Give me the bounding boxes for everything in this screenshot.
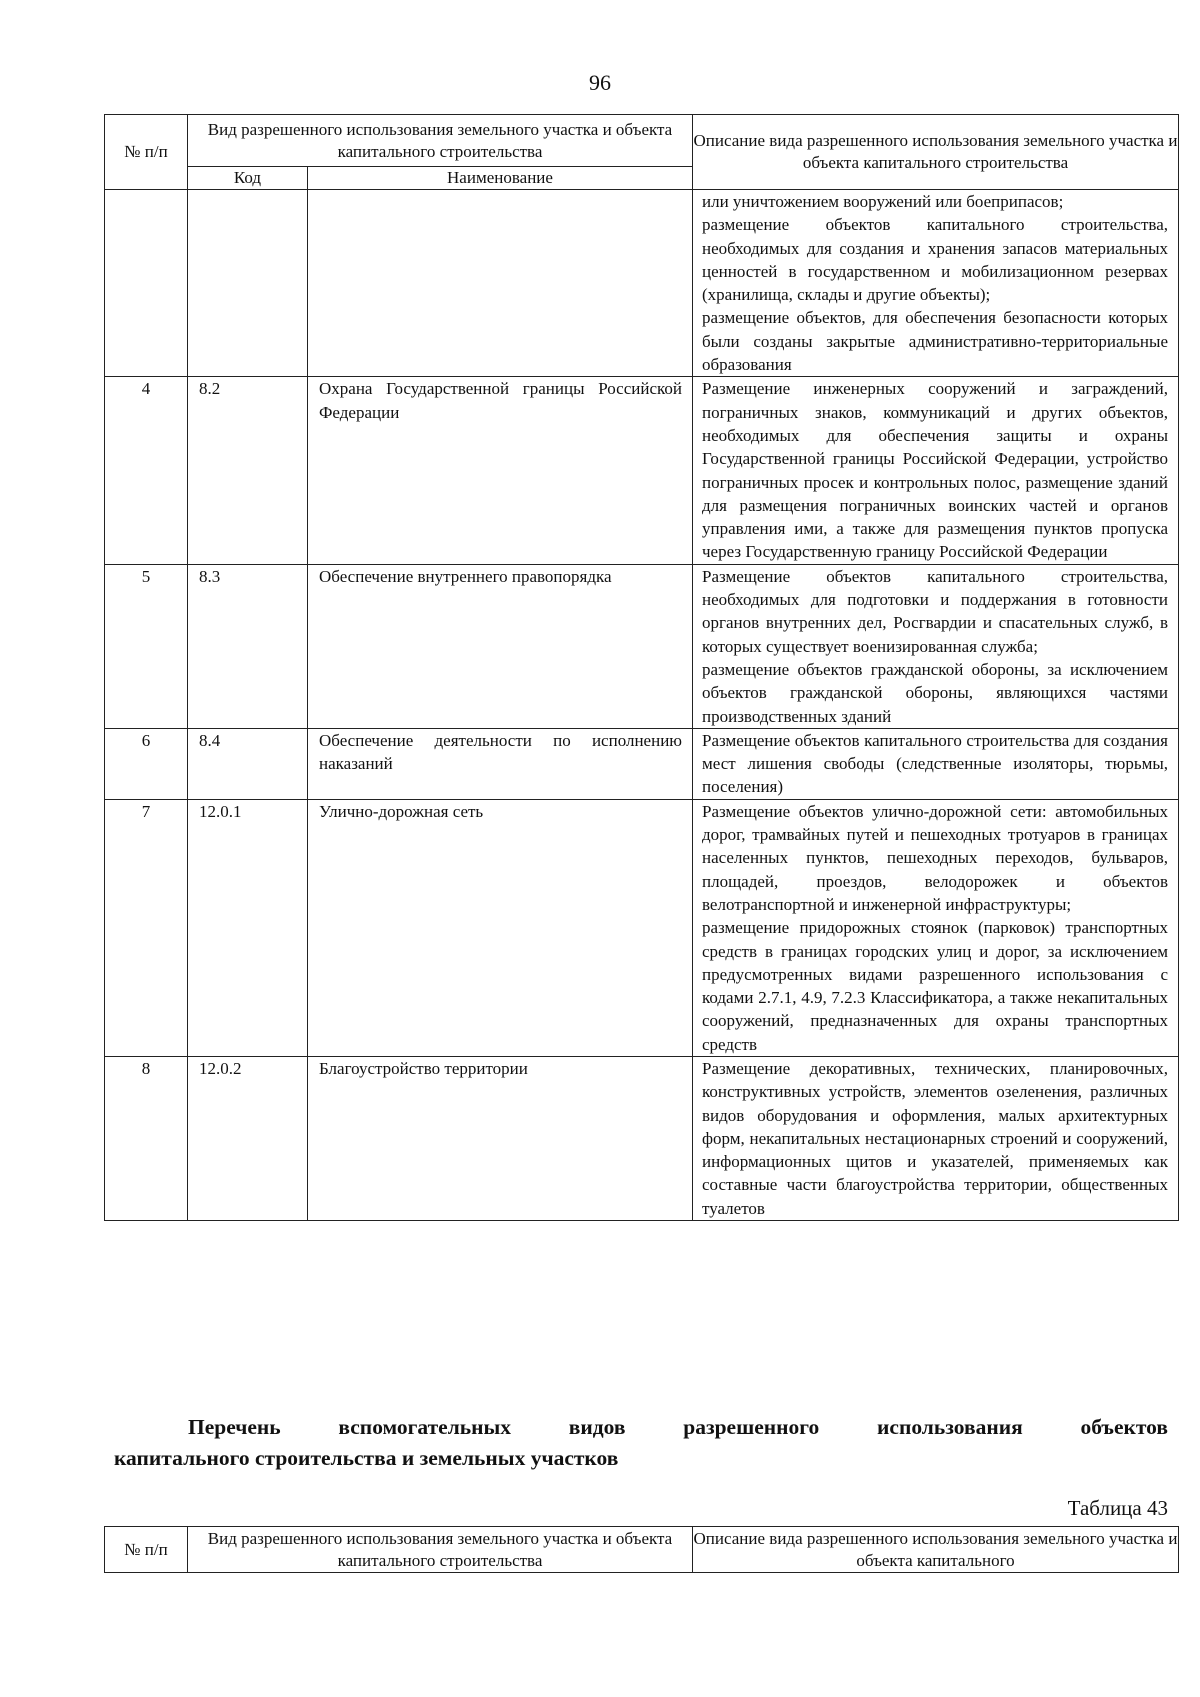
description-paragraph: размещение придорожных стоянок (парковок) транспортных средств в границах городских улиц и дорог, за исключением предусмотренных видами разрешенного использования с кодами 2.7.1, 4.9, 7.2.3 Классификатора, а также некапитальных сооружений, предназначенных для охраны транспортных средств xyxy=(702,918,1168,1054)
row-description xyxy=(693,564,1179,728)
row-code: 12.0.1 xyxy=(188,799,308,1056)
header-code: Код xyxy=(188,167,308,190)
description-paragraph: Размещение инженерных сооружений и заграждений, пограничных знаков, коммуникаций и других объектов, необходимых для обеспечения защиты и охраны Государственной границы Российской Федерации, устройство пограничных просек и контрольных полос, размещение зданий для размещения пограничных воинских частей и органов управления ими, а также для размещения пунктов пропуска через Государственную границу Российской Федерации xyxy=(702,379,1168,562)
main-table xyxy=(104,114,1179,1221)
description-paragraph: или уничтожением вооружений или боеприпасов; xyxy=(702,192,1064,211)
description-paragraph: размещение объектов, для обеспечения безопасности которых были созданы закрытые административно-территориальные образования xyxy=(702,308,1168,375)
row-number: 6 xyxy=(105,728,188,799)
row-code: 8.2 xyxy=(188,377,308,564)
main-table-body xyxy=(105,190,1179,1221)
row-name: Улично-дорожная сеть xyxy=(308,799,693,1056)
row-name: Обеспечение деятельности по исполнению наказаний xyxy=(308,728,693,799)
description-paragraph: размещение объектов гражданской обороны, за исключением объектов гражданской обороны, являющихся частями производственных зданий xyxy=(702,659,1168,726)
table-row xyxy=(105,799,1179,1056)
next-header-desc: Описание вида разрешенного использования земельного участка и объекта капитального xyxy=(693,1527,1179,1573)
table-row xyxy=(105,1056,1179,1220)
row-number: 8 xyxy=(105,1056,188,1220)
row-description xyxy=(693,1056,1179,1220)
row-name: Благоустройство территории xyxy=(308,1056,693,1220)
row-description xyxy=(693,799,1179,1056)
row-description xyxy=(693,377,1179,564)
row-number: 4 xyxy=(105,377,188,564)
table-row xyxy=(105,728,1179,799)
section-heading-line-1: Перечень вспомогательных видов разрешенного использования объектов xyxy=(188,1415,1168,1439)
row-code: 8.4 xyxy=(188,728,308,799)
row-description xyxy=(693,728,1179,799)
description-paragraph: Размещение объектов капитального строительства, необходимых для подготовки и поддержания в готовности органов внутренних дел, Росгвардии и спасательных служб, в которых существует военизированная служба; xyxy=(702,566,1168,656)
page-number: 96 xyxy=(589,70,611,95)
row-name: Обеспечение внутреннего правопорядка xyxy=(308,564,693,728)
header-group: Вид разрешенного использования земельного участка и объекта капитального строительства xyxy=(188,115,693,167)
row-code: 12.0.2 xyxy=(188,1056,308,1220)
description-paragraph: Размещение объектов капитального строительства для создания мест лишения свободы (следственные изоляторы, тюрьмы, поселения) xyxy=(702,730,1168,797)
row-number: 5 xyxy=(105,564,188,728)
table-row xyxy=(105,377,1179,564)
next-header-num: № п/п xyxy=(105,1527,188,1573)
header-name: Наименование xyxy=(308,167,693,190)
row-code: 8.3 xyxy=(188,564,308,728)
next-header-group: Вид разрешенного использования земельного участка и объекта капитального строительства xyxy=(188,1527,693,1573)
row-name xyxy=(308,190,693,377)
row-code xyxy=(188,190,308,377)
main-table-header xyxy=(105,115,1179,190)
row-number: 7 xyxy=(105,799,188,1056)
description-paragraph: Размещение декоративных, технических, планировочных, конструктивных устройств, элементов озеленения, различных видов оборудования и оформления, малых архитектурных форм, некапитальных нестационарных строений и сооружений, информационных щитов и указателей, применяемых как составные части благоустройства территории, общественных туалетов xyxy=(702,1058,1168,1218)
row-number xyxy=(105,190,188,377)
section-heading-line-2: капитального строительства и земельных участков xyxy=(114,1446,619,1470)
description-paragraph: размещение объектов капитального строительства, необходимых для создания и хранения запасов материальных ценностей в государственном и мобилизационном резервах (хранилища, склады и другие объекты); xyxy=(702,215,1168,305)
table-row xyxy=(105,190,1179,377)
row-name: Охрана Государственной границы Российской Федерации xyxy=(308,377,693,564)
table-caption: Таблица 43 xyxy=(1067,1496,1168,1520)
next-table-header-row xyxy=(105,1527,1179,1573)
header-num: № п/п xyxy=(105,115,188,190)
table-row xyxy=(105,564,1179,728)
description-paragraph: Размещение объектов улично-дорожной сети: автомобильных дорог, трамвайных путей и пешеходных тротуаров в границах населенных пунктов, пешеходных переходов, бульваров, площадей, проездов, велодорожек и объектов велотранспортной и инженерной инфраструктуры; xyxy=(702,801,1168,914)
header-desc: Описание вида разрешенного использования земельного участка и объекта капитального строительства xyxy=(693,115,1179,190)
next-table xyxy=(104,1526,1179,1573)
section-heading xyxy=(114,1412,1168,1474)
row-description xyxy=(693,190,1179,377)
